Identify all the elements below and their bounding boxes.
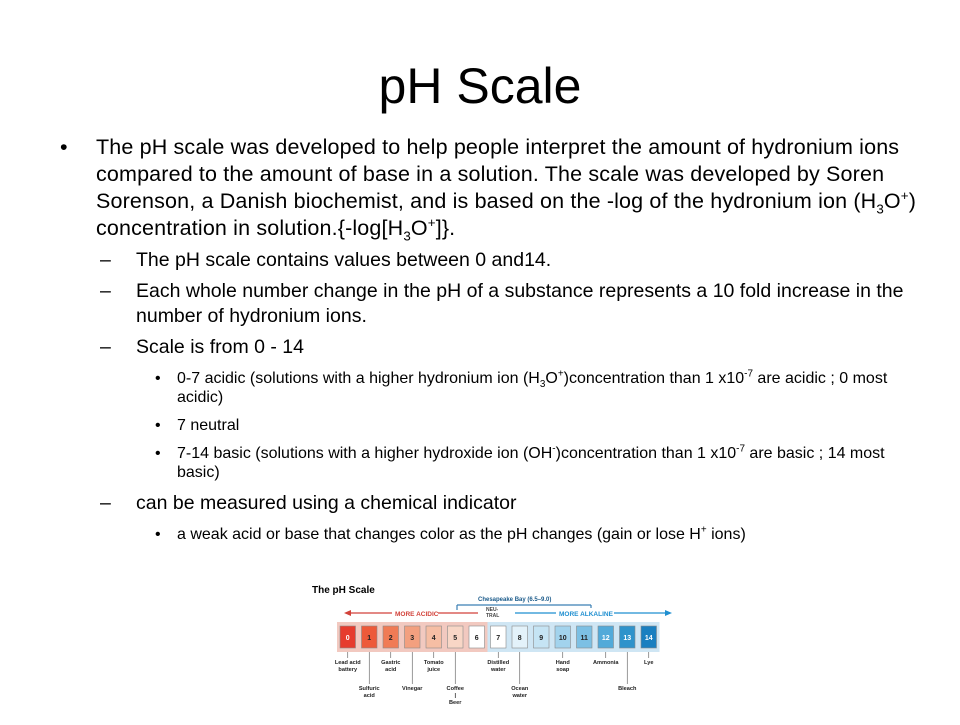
text-run: The pH scale contains values between 0 and14. — [136, 249, 552, 271]
bay-label: Chesapeake Bay (6.5–9.0) — [478, 597, 552, 603]
text-run: O — [883, 189, 901, 213]
neutral-label-1: NEU- — [486, 607, 499, 613]
dash-marker: – — [100, 249, 111, 271]
ph-number: 5 — [453, 635, 458, 642]
text-run: are basic ; 14 most basic) — [177, 445, 885, 481]
ph-number: 13 — [623, 635, 632, 642]
ph-cell-7 — [488, 622, 510, 652]
text-run: O — [545, 370, 558, 387]
ph-cell-8 — [509, 622, 531, 652]
example-label-top: Lead acid — [334, 660, 361, 666]
text-run: Each whole number change in the pH of a substance represents a 10 fold increase in the number of hydronium ions. — [136, 280, 904, 327]
ph-scale-graphic — [310, 580, 688, 720]
superscript: + — [557, 368, 564, 380]
figure-heading: The pH Scale — [312, 585, 375, 596]
example-label-bottom: Sulfuric — [358, 686, 380, 692]
ph-number: 4 — [431, 635, 436, 642]
ph-cell-9 — [531, 622, 553, 652]
slide-title: pH Scale — [378, 58, 582, 114]
ph-number: 6 — [474, 635, 479, 642]
ph-cell-0 — [337, 622, 359, 652]
example-label-bottom: Vinegar — [402, 686, 423, 692]
example-label-bottom: Bleach — [618, 686, 637, 692]
example-label-top: battery — [338, 667, 358, 673]
ph-cell-2 — [380, 622, 402, 652]
acid-arrow-head — [344, 610, 351, 616]
dash-marker: – — [100, 492, 111, 514]
ph-cell-4 — [423, 622, 445, 652]
ph-number: 12 — [601, 635, 610, 642]
bullet-dot: • — [155, 370, 161, 387]
text-run: The pH scale was developed to help people interpret the amount of hydronium ions compared to the amount of base in a solution. The scale was developed by Soren Sorenson, a Danish biochemist, and is based on the -log of the hydronium ion (H — [96, 135, 900, 213]
example-label-top: acid — [385, 667, 397, 673]
superscript: + — [700, 524, 707, 536]
sub-bullet-fold — [100, 279, 920, 329]
bullet-list — [60, 134, 920, 544]
superscript: + — [900, 187, 909, 203]
subscript: 3 — [876, 201, 884, 217]
ph-cell-5 — [445, 622, 467, 652]
example-label-top: juice — [427, 667, 441, 673]
example-label-top: Tomato — [423, 660, 444, 666]
bullet-dot: • — [60, 135, 68, 159]
text-run: )concentration than 1 x10 — [563, 370, 745, 387]
example-label-top: water — [490, 667, 506, 673]
ph-cell-1 — [359, 622, 381, 652]
ph-cell-11 — [574, 622, 596, 652]
subscript: 3 — [403, 228, 411, 244]
ph-cell-10 — [552, 622, 574, 652]
ph-cell-12 — [595, 622, 617, 652]
example-label-bottom: | — [454, 693, 457, 699]
ph-cell-6 — [466, 622, 488, 652]
example-label-top: Lye — [644, 660, 654, 666]
ph-number: 0 — [345, 635, 350, 642]
text-run: Scale is from 0 - 14 — [136, 336, 304, 358]
sub-bullet-indicator — [100, 491, 920, 516]
example-label-top: Ammonia — [593, 660, 619, 666]
ph-number: 8 — [517, 635, 522, 642]
text-run: 7-14 basic (solutions with a higher hydroxide ion (OH — [177, 445, 553, 462]
subscript: 3 — [539, 379, 546, 391]
item-neutral — [155, 416, 920, 435]
ph-number: 1 — [367, 635, 372, 642]
ph-cell-14 — [638, 622, 660, 652]
alkaline-arrow-head — [665, 610, 672, 616]
text-run: ions) — [706, 526, 746, 543]
ph-number: 3 — [410, 635, 415, 642]
ph-cell-3 — [402, 622, 424, 652]
more-alkaline-label: MORE ALKALINE — [559, 611, 613, 618]
superscript: -7 — [736, 443, 745, 455]
ph-number: 7 — [496, 635, 501, 642]
ph-scale-figure — [310, 580, 688, 720]
superscript: + — [427, 214, 436, 230]
ph-cells — [337, 622, 660, 652]
example-label-bottom: Beer — [449, 700, 462, 706]
example-label-bottom: Ocean — [511, 686, 529, 692]
ph-number: 9 — [539, 635, 544, 642]
dash-marker: – — [100, 280, 111, 302]
text-run: 0-7 acidic (solutions with a higher hydronium ion (H — [177, 370, 540, 387]
dash-marker: – — [100, 336, 111, 358]
text-run: )concentration than 1 x10 — [555, 445, 737, 462]
example-labels — [335, 652, 654, 706]
superscript: - — [552, 443, 556, 455]
bullet-dot: • — [155, 445, 161, 462]
example-label-bottom: Coffee — [446, 686, 464, 692]
item-basic — [155, 443, 920, 482]
example-label-bottom: acid — [363, 693, 375, 699]
bullet-dot: • — [155, 526, 161, 543]
example-label-top: Gastric — [381, 660, 401, 666]
text-run: ]}. — [435, 216, 456, 240]
example-label-top: soap — [556, 667, 570, 673]
bullet-main — [60, 134, 920, 244]
superscript: -7 — [744, 368, 753, 380]
ph-cell-13 — [617, 622, 639, 652]
bullet-dot: • — [155, 417, 161, 434]
text-run: are acidic ; 0 most acidic) — [177, 370, 888, 406]
ph-number: 2 — [388, 635, 393, 642]
neutral-label-2: TRAL — [486, 613, 500, 619]
item-acidic — [155, 368, 920, 407]
example-label-top: Hand — [555, 660, 570, 666]
sub-bullet-scale — [100, 335, 920, 360]
text-run: O — [410, 216, 428, 240]
example-label-bottom: water — [512, 693, 528, 699]
ph-number: 10 — [558, 635, 567, 642]
text-run: a weak acid or base that changes color as the pH changes (gain or lose H — [177, 526, 701, 543]
example-label-top: Distilled — [487, 660, 510, 666]
text-run: ) concentration in solution.{-log[H — [96, 189, 917, 240]
text-run: can be measured using a chemical indicator — [136, 492, 517, 514]
ph-number: 11 — [580, 635, 588, 642]
item-indicator-def — [155, 524, 920, 544]
text-run: 7 neutral — [177, 417, 240, 434]
more-acidic-label: MORE ACIDIC — [395, 611, 439, 618]
sub-bullet-range — [100, 248, 920, 273]
ph-number: 14 — [644, 635, 653, 642]
